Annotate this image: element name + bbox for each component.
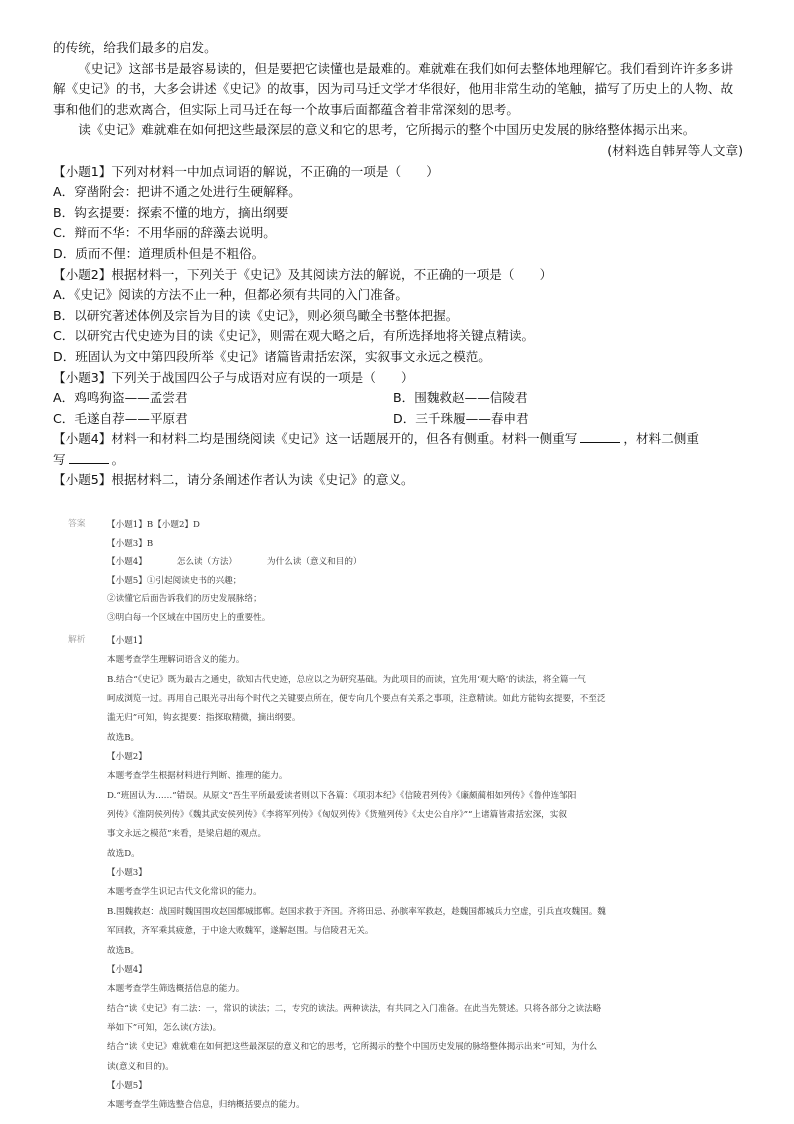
analysis-line: 军回救，齐军乘其疲惫，于中途大败魏军，遂解赵围。与信陵君无关。 — [107, 926, 374, 937]
question-2-option-c: C．以研究古代史迹为目的读《史记》，则需在观大略之后，有所选择地将关键点精读。 — [53, 328, 535, 344]
analysis-line: 本题考查学生识记古代文化常识的能力。 — [107, 887, 262, 898]
analysis-line: D.“班固认为……”错误。从原文“吾生平所最爱读者则以下各篇：《项羽本纪》《信陵君列传》《廉颇蔺相如列传》《鲁仲连邹阳 — [107, 790, 577, 801]
question-2-option-b: B．以研究著述体例及宗旨为目的读《史记》，则必须鸟瞰全书整体把握。 — [53, 307, 459, 323]
question-5-stem: 【小题5】根据材料二，请分条阐述作者认为读《史记》的意义。 — [53, 472, 414, 488]
question-1-option-b: B．钩玄提要：探索不懂的地方，摘出纲要 — [53, 204, 289, 220]
question-4-text: 写 — [53, 451, 66, 467]
passage-paragraph: 《史记》这部书是最容易读的，但是要把它读懂也是最难的。难就难在我们如何去整体地理解它。我们看到许许多多讲解《史记》的书，大多会讲述《史记》的故事，因为司马迁文学才华很好，他用非常生动的笔触，描写了历史上的人物、故事和他们的悲欢离合，但实际上司马迁在每一个故事后面都蕴含着非常深刻的思考。 — [53, 60, 734, 117]
answer-line — [107, 553, 728, 572]
analysis-line: 【小题3】 — [107, 868, 147, 879]
analysis-line: 【小题1】 — [107, 636, 147, 646]
analysis-line: B.结合“《史记》既为最古之通史，欲知古代史迹，总应以之为研究基础。为此项目的而读，宜先用‘观大略’的读法，将全篇一气 — [107, 674, 586, 685]
answer-line: ②读懂它后面告诉我们的历史发展脉络； — [107, 594, 262, 604]
question-2-stem: 【小题2】根据材料一，下列关于《史记》及其阅读方法的解说，不正确的一项是（ ） — [53, 266, 553, 282]
analysis-line: 结合“读《史记》有二法：一，常识的读法；二，专究的读法。两种读法，有共同之入门准备。在此当先赞述。只将各部分之读法略 — [107, 1003, 602, 1014]
answer-content — [107, 516, 728, 627]
question-3-options-row — [53, 409, 743, 430]
question-3-option-a: A．鸡鸣狗盗——孟尝君 — [53, 390, 188, 406]
question-4-text: 【小题4】材料一和材料二均是围绕阅读《史记》这一话题展开的，但各有侧重。材料一侧重写 — [53, 431, 578, 447]
answer-blank — [69, 463, 109, 464]
answer-line: 【小题1】B【小题2】D — [107, 520, 200, 530]
question-1-option-c: C．辩而不华：不用华丽的辞藻去说明。 — [53, 225, 276, 241]
question-3-option-c: C．毛遂自荐——平原君 — [53, 410, 188, 426]
analysis-line: 读(意义和目的)。 — [107, 1061, 174, 1072]
question-1-stem: 【小题1】下列对材料一中加点词语的解说，不正确的一项是（ ） — [53, 163, 439, 179]
analysis-section — [68, 632, 728, 1116]
analysis-line: 故选B。 — [107, 732, 140, 743]
analysis-line: 本题考查学生根据材料进行判断、推理的能力。 — [107, 771, 288, 782]
answer-line: 【小题3】B — [107, 538, 154, 549]
analysis-line: 本题考查学生理解词语含义的能力。 — [107, 655, 245, 666]
answer-text: 为什么读（意义和目的） — [267, 557, 362, 567]
question-3-stem: 【小题3】下列关于战国四公子与成语对应有误的一项是（ ） — [53, 369, 414, 385]
passage-source: (材料选自韩昇等人文章) — [607, 142, 743, 158]
analysis-line: 列传》《淮阴侯列传》《魏其武安侯列传》《李将军列传》《匈奴列传》《货殖列传》《太史公自序》”“上诸篇皆肃括宏深，实叙 — [107, 810, 567, 821]
analysis-content — [107, 632, 728, 1116]
analysis-line: 【小题4】 — [107, 964, 147, 975]
question-3-option-b: B．围魏救赵——信陵君 — [393, 390, 528, 406]
analysis-label: 解析 — [68, 635, 86, 645]
analysis-line: 事文永远之模范”来看，是梁启超的观点。 — [107, 829, 267, 840]
question-2-option-a: A．《史记》阅读的方法不止一种，但都必须有共同的入门准备。 — [53, 287, 408, 303]
passage-line: 的传统，给我们最多的启发。 — [53, 40, 217, 55]
passage-paragraph: 读《史记》难就难在如何把这些最深层的意义和它的思考，它所揭示的整个中国历史发展的脉络整体揭示出来。 — [78, 122, 696, 138]
question-3-option-d: D．三千珠履——春申君 — [393, 410, 529, 426]
analysis-line: 举如下”可知，怎么读(方法)。 — [107, 1022, 222, 1033]
answer-text: 【小题4】 — [107, 557, 147, 567]
reading-section — [53, 38, 743, 491]
analysis-line: 本题考查学生筛选整合信息，归纳概括要点的能力。 — [107, 1100, 305, 1111]
analysis-line: 结合“读《史记》难就难在如何把这些最深层的意义和它的思考，它所揭示的整个中国历史发展的脉络整体揭示出来”可知，为什么 — [107, 1042, 598, 1053]
question-4-stem — [53, 429, 743, 470]
analysis-line: 【小题2】 — [107, 752, 147, 763]
analysis-line: 故选B。 — [107, 945, 140, 956]
question-1-option-d: D．质而不俚：道理质朴但是不粗俗。 — [53, 245, 265, 261]
analysis-line: 本题考查学生筛选概括信息的能力。 — [107, 984, 245, 995]
analysis-line: 【小题5】 — [107, 1080, 147, 1091]
question-1-option-a: A．穿凿附会：把讲不通之处进行生硬解释。 — [53, 184, 301, 200]
question-3-options-row — [53, 388, 743, 409]
answer-blank — [580, 442, 620, 443]
question-4-text: 。 — [111, 451, 125, 467]
answer-line: ③明白每一个区域在中国历史上的重要性。 — [107, 612, 271, 623]
answer-section — [68, 516, 728, 627]
analysis-line: 故选D。 — [107, 848, 140, 859]
answer-label: 答案 — [68, 519, 86, 529]
analysis-line: B.围魏救赵：战国时魏国围攻赵国都城邯郸。赵国求救于齐国。齐将田忌、孙膑率军救赵，趁魏国都城兵力空虚，引兵直攻魏国。魏 — [107, 906, 606, 917]
question-4-text: ，材料二侧重 — [623, 431, 699, 447]
analysis-line: 滥无归”可知，钩玄提要：指探取精微，摘出纲要。 — [107, 713, 301, 724]
question-2-option-d: D．班固认为文中第四段所举《史记》诸篇皆肃括宏深，实叙事文永远之模范。 — [53, 348, 491, 364]
answer-line: 【小题5】①引起阅读史书的兴趣； — [107, 575, 242, 586]
analysis-line: 呵成浏览一过。再用自己眼光寻出每个时代之关键要点所在，便专向几个要点有关系之事项，注意精读。如此方能钩玄提要，不至泛 — [107, 694, 606, 705]
answer-text: 怎么读（方法） — [176, 557, 238, 567]
